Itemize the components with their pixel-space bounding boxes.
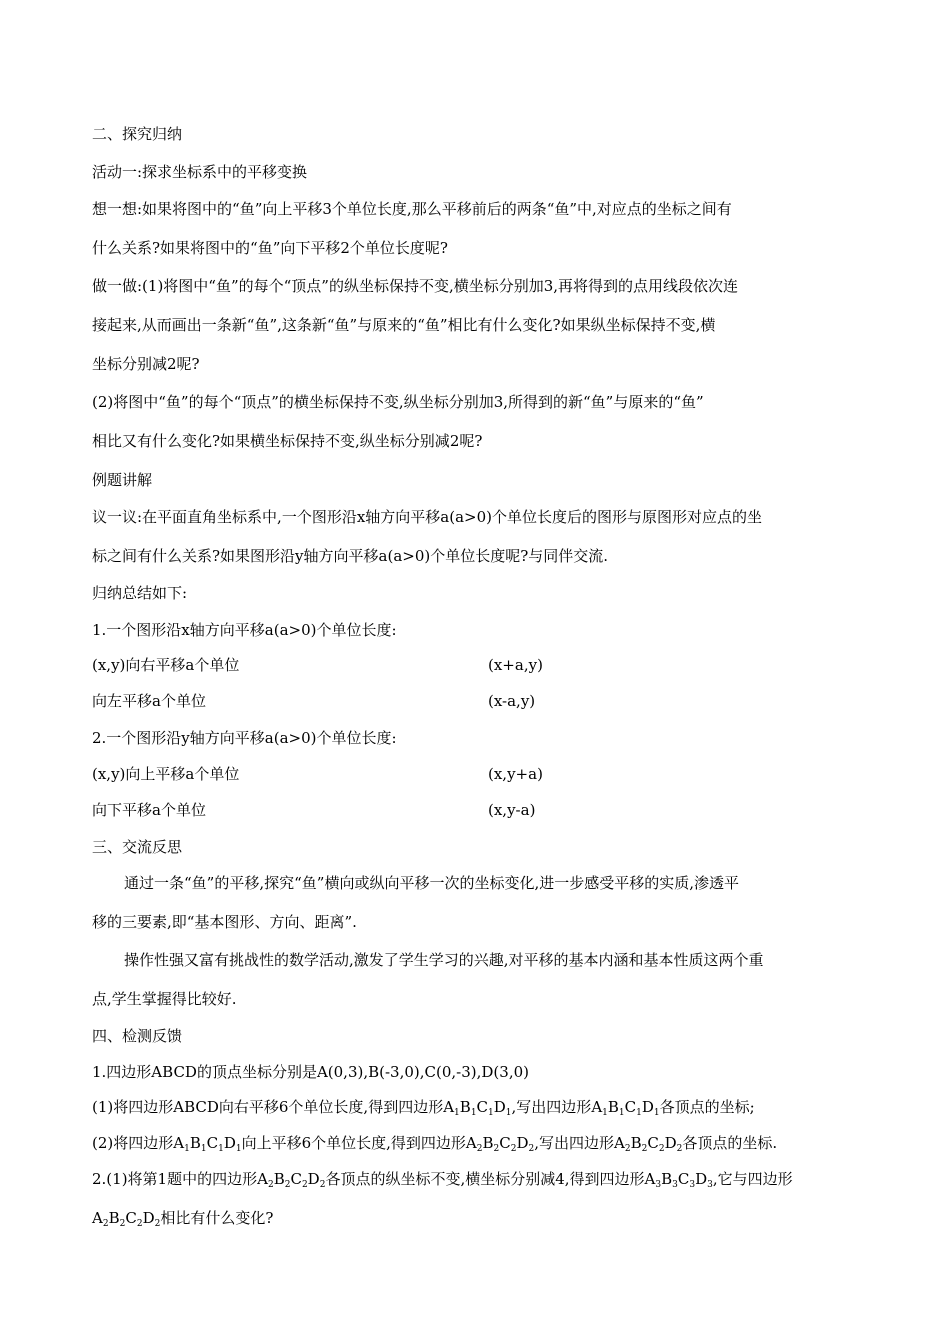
quad-a2b2c2d2: $A_2B_2C_2D_2$ (92, 1209, 161, 1229)
question-2-line-2 (92, 1208, 862, 1228)
section3-heading: 三、交流反思 (92, 838, 183, 856)
rule2-up-label: (x,y)向上平移a个单位 (92, 765, 240, 783)
q1-1-text: (1)将四边形ABCD向右平移6个单位长度,得到四边形 (92, 1098, 444, 1116)
rule1-right-row (92, 655, 862, 675)
rule2-down-label: 向下平移a个单位 (92, 801, 206, 819)
reflection-p1-line-1: 通过一条“鱼”的平移,探究“鱼”横向或纵向平移一次的坐标变化,进一步感受平移的实质,渗透平 (124, 874, 739, 892)
rule1-left-result: (x-a,y) (488, 692, 536, 710)
section2-heading: 二、探究归纳 (92, 125, 183, 143)
rule2-down-result: (x,y-a) (488, 801, 536, 819)
question-1-part-2 (92, 1133, 862, 1153)
reflection-p1-line-2: 移的三要素,即“基本图形、方向、距离”. (92, 913, 357, 931)
q2-end: 相比有什么变化? (160, 1209, 274, 1227)
q2-mid2: ,它与四边形 (712, 1170, 793, 1188)
activity1-title: 活动一:探求坐标系中的平移变换 (92, 163, 308, 181)
rule1-right-result: (x+a,y) (488, 656, 543, 674)
quad-a2b2c2d2: $A_2B_2C_2D_2$ (465, 1134, 535, 1154)
discuss-line-1: 议一议:在平面直角坐标系中,一个图形沿x轴方向平移a(a>0)个单位长度后的图形与原图形对应点的坐 (92, 508, 762, 526)
quad-a3b3c3d3: $A_3B_3C_3D_3$ (644, 1170, 713, 1190)
reflection-p2-line-2: 点,学生掌握得比较好. (92, 990, 237, 1008)
q1-2-pre: (2)将四边形 (92, 1134, 174, 1152)
section4-heading: 四、检测反馈 (92, 1027, 183, 1045)
quad-a1b1c1d1: $A_1B_1C_1D_1$ (173, 1134, 242, 1154)
quad-a2b2c2d2: $A_2B_2C_2D_2$ (614, 1134, 683, 1154)
summary-title: 归纳总结如下: (92, 584, 188, 602)
q1-2-end: 各顶点的坐标. (682, 1134, 778, 1152)
question-1: 1.四边形ABCD的顶点坐标分别是A(0,3),B(-3,0),C(0,-3),D(3,0) (92, 1063, 529, 1081)
rule2-up-result: (x,y+a) (488, 765, 543, 783)
q1-2-mid: 向上平移6个单位长度,得到四边形 (241, 1134, 466, 1152)
rule1-left-row (92, 691, 862, 711)
rule2-title: 2.一个图形沿y轴方向平移a(a>0)个单位长度: (92, 729, 397, 747)
example-title: 例题讲解 (92, 471, 153, 489)
quad-a1b1c1d1: $A_1B_1C_1D_1$ (443, 1098, 512, 1118)
q1-1-end: 各顶点的坐标; (659, 1098, 755, 1116)
rule1-title: 1.一个图形沿x轴方向平移a(a>0)个单位长度: (92, 621, 397, 639)
rule2-down-row (92, 800, 862, 820)
quad-a2b2c2d2: $A_2B_2C_2D_2$ (257, 1170, 326, 1190)
think-line-1: 想一想:如果将图中的“鱼”向上平移3个单位长度,那么平移前后的两条“鱼”中,对应点的坐标之间有 (92, 200, 732, 218)
q1-2-mid2: ,写出四边形 (534, 1134, 615, 1152)
do2-line-2: 相比又有什么变化?如果横坐标保持不变,纵坐标分别减2呢? (92, 432, 483, 450)
rule1-right-label: (x,y)向右平移a个单位 (92, 656, 240, 674)
discuss-line-2: 标之间有什么关系?如果图形沿y轴方向平移a(a>0)个单位长度呢?与同伴交流. (92, 547, 609, 565)
do2-line-1: (2)将图中“鱼”的每个“顶点”的横坐标保持不变,纵坐标分别加3,所得到的新“鱼”与原来的“鱼” (92, 393, 704, 411)
reflection-p2-line-1: 操作性强又富有挑战性的数学活动,激发了学生学习的兴趣,对平移的基本内涵和基本性质这两个重 (124, 951, 764, 969)
do-line-3: 坐标分别减2呢? (92, 355, 200, 373)
quad-a1b1c1d1: $A_1B_1C_1D_1$ (591, 1098, 660, 1118)
rule1-left-label: 向左平移a个单位 (92, 692, 206, 710)
question-2-line-1 (92, 1169, 862, 1189)
question-1-part-1 (92, 1097, 862, 1117)
q1-1-mid: ,写出四边形 (511, 1098, 592, 1116)
do-line-1: 做一做:(1)将图中“鱼”的每个“顶点”的纵坐标保持不变,横坐标分别加3,再将得到的点用线段依次连 (92, 277, 739, 295)
think-line-2: 什么关系?如果将图中的“鱼”向下平移2个单位长度呢? (92, 239, 448, 257)
do-line-2: 接起来,从而画出一条新“鱼”,这条新“鱼”与原来的“鱼”相比有什么变化?如果纵坐标保持不变,横 (92, 316, 716, 334)
q2-mid: 各顶点的纵坐标不变,横坐标分别减4,得到四边形 (325, 1170, 645, 1188)
rule2-up-row (92, 764, 862, 784)
q2-pre: 2.(1)将第1题中的四边形 (92, 1170, 258, 1188)
